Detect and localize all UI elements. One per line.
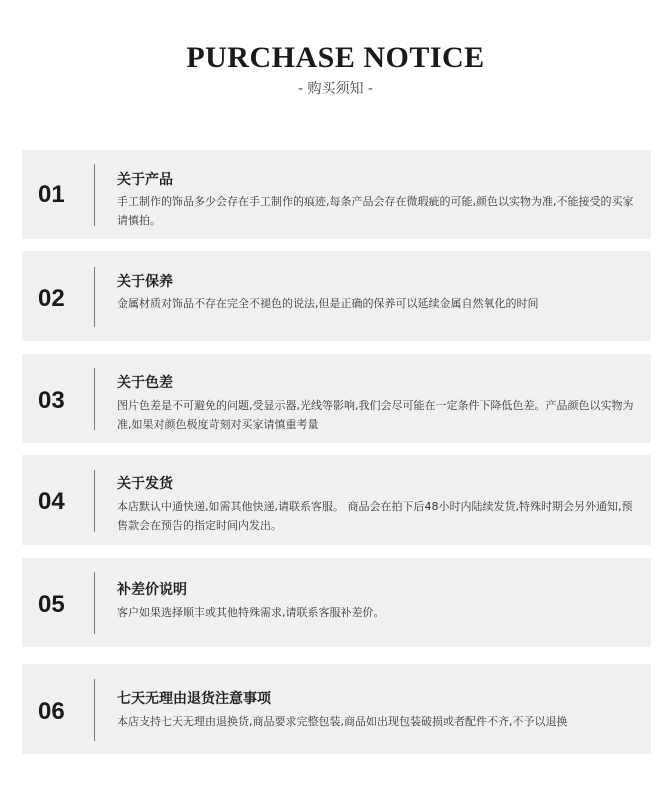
section-divider (94, 368, 95, 430)
notice-header (0, 0, 671, 140)
section-text: 本店默认中通快递,如需其他快递,请联系客服。 商品会在拍下后48小时内陆续发货,特殊时期会另外通知,预售款会在预告的指定时间内发出。 (117, 500, 633, 532)
section-number: 06 (38, 698, 65, 725)
notice-card-shipping (22, 455, 651, 545)
section-title: 关于保养 (117, 274, 173, 290)
page-title: PURCHASE NOTICE (186, 41, 485, 74)
section-number: 02 (38, 285, 65, 312)
section-title: 关于产品 (117, 172, 173, 188)
section-divider (94, 572, 95, 634)
notice-card-product (22, 150, 651, 239)
section-divider (94, 164, 95, 226)
section-number: 05 (38, 591, 65, 618)
section-text: 金属材质对饰品不存在完全不褪色的说法,但是正确的保养可以延续金属自然氧化的时间 (117, 297, 539, 310)
section-title: 关于发货 (117, 476, 173, 492)
section-number: 03 (38, 387, 65, 414)
section-title: 七天无理由退货注意事项 (117, 691, 271, 707)
section-text: 本店支持七天无理由退换货,商品要求完整包装,商品如出现包装破损或者配件不齐,不予以退换 (117, 715, 568, 728)
section-text: 客户如果选择顺丰或其他特殊需求,请联系客服补差价。 (117, 606, 385, 619)
section-title: 补差价说明 (117, 582, 187, 598)
notice-card-care (22, 251, 651, 341)
section-number: 01 (38, 181, 65, 208)
section-number: 04 (38, 488, 65, 515)
section-divider (94, 470, 95, 532)
page-subtitle: - 购买须知 - (297, 81, 373, 97)
section-title: 关于色差 (117, 375, 173, 391)
section-text: 手工制作的饰品多少会存在手工制作的痕迹,每条产品会存在微瑕疵的可能,颜色以实物为准,不能接受的买家请慎拍。 (117, 195, 634, 227)
section-text: 图片色差是不可避免的问题,受显示器,光线等影响,我们会尽可能在一定条件下降低色差。产品颜色以实物为准,如果对颜色极度苛刻对买家请慎重考量 (117, 399, 634, 431)
section-divider (94, 267, 95, 327)
notice-card-price-difference (22, 558, 651, 647)
notice-card-returns (22, 664, 651, 754)
notice-card-color (22, 354, 651, 443)
section-divider (94, 679, 95, 741)
